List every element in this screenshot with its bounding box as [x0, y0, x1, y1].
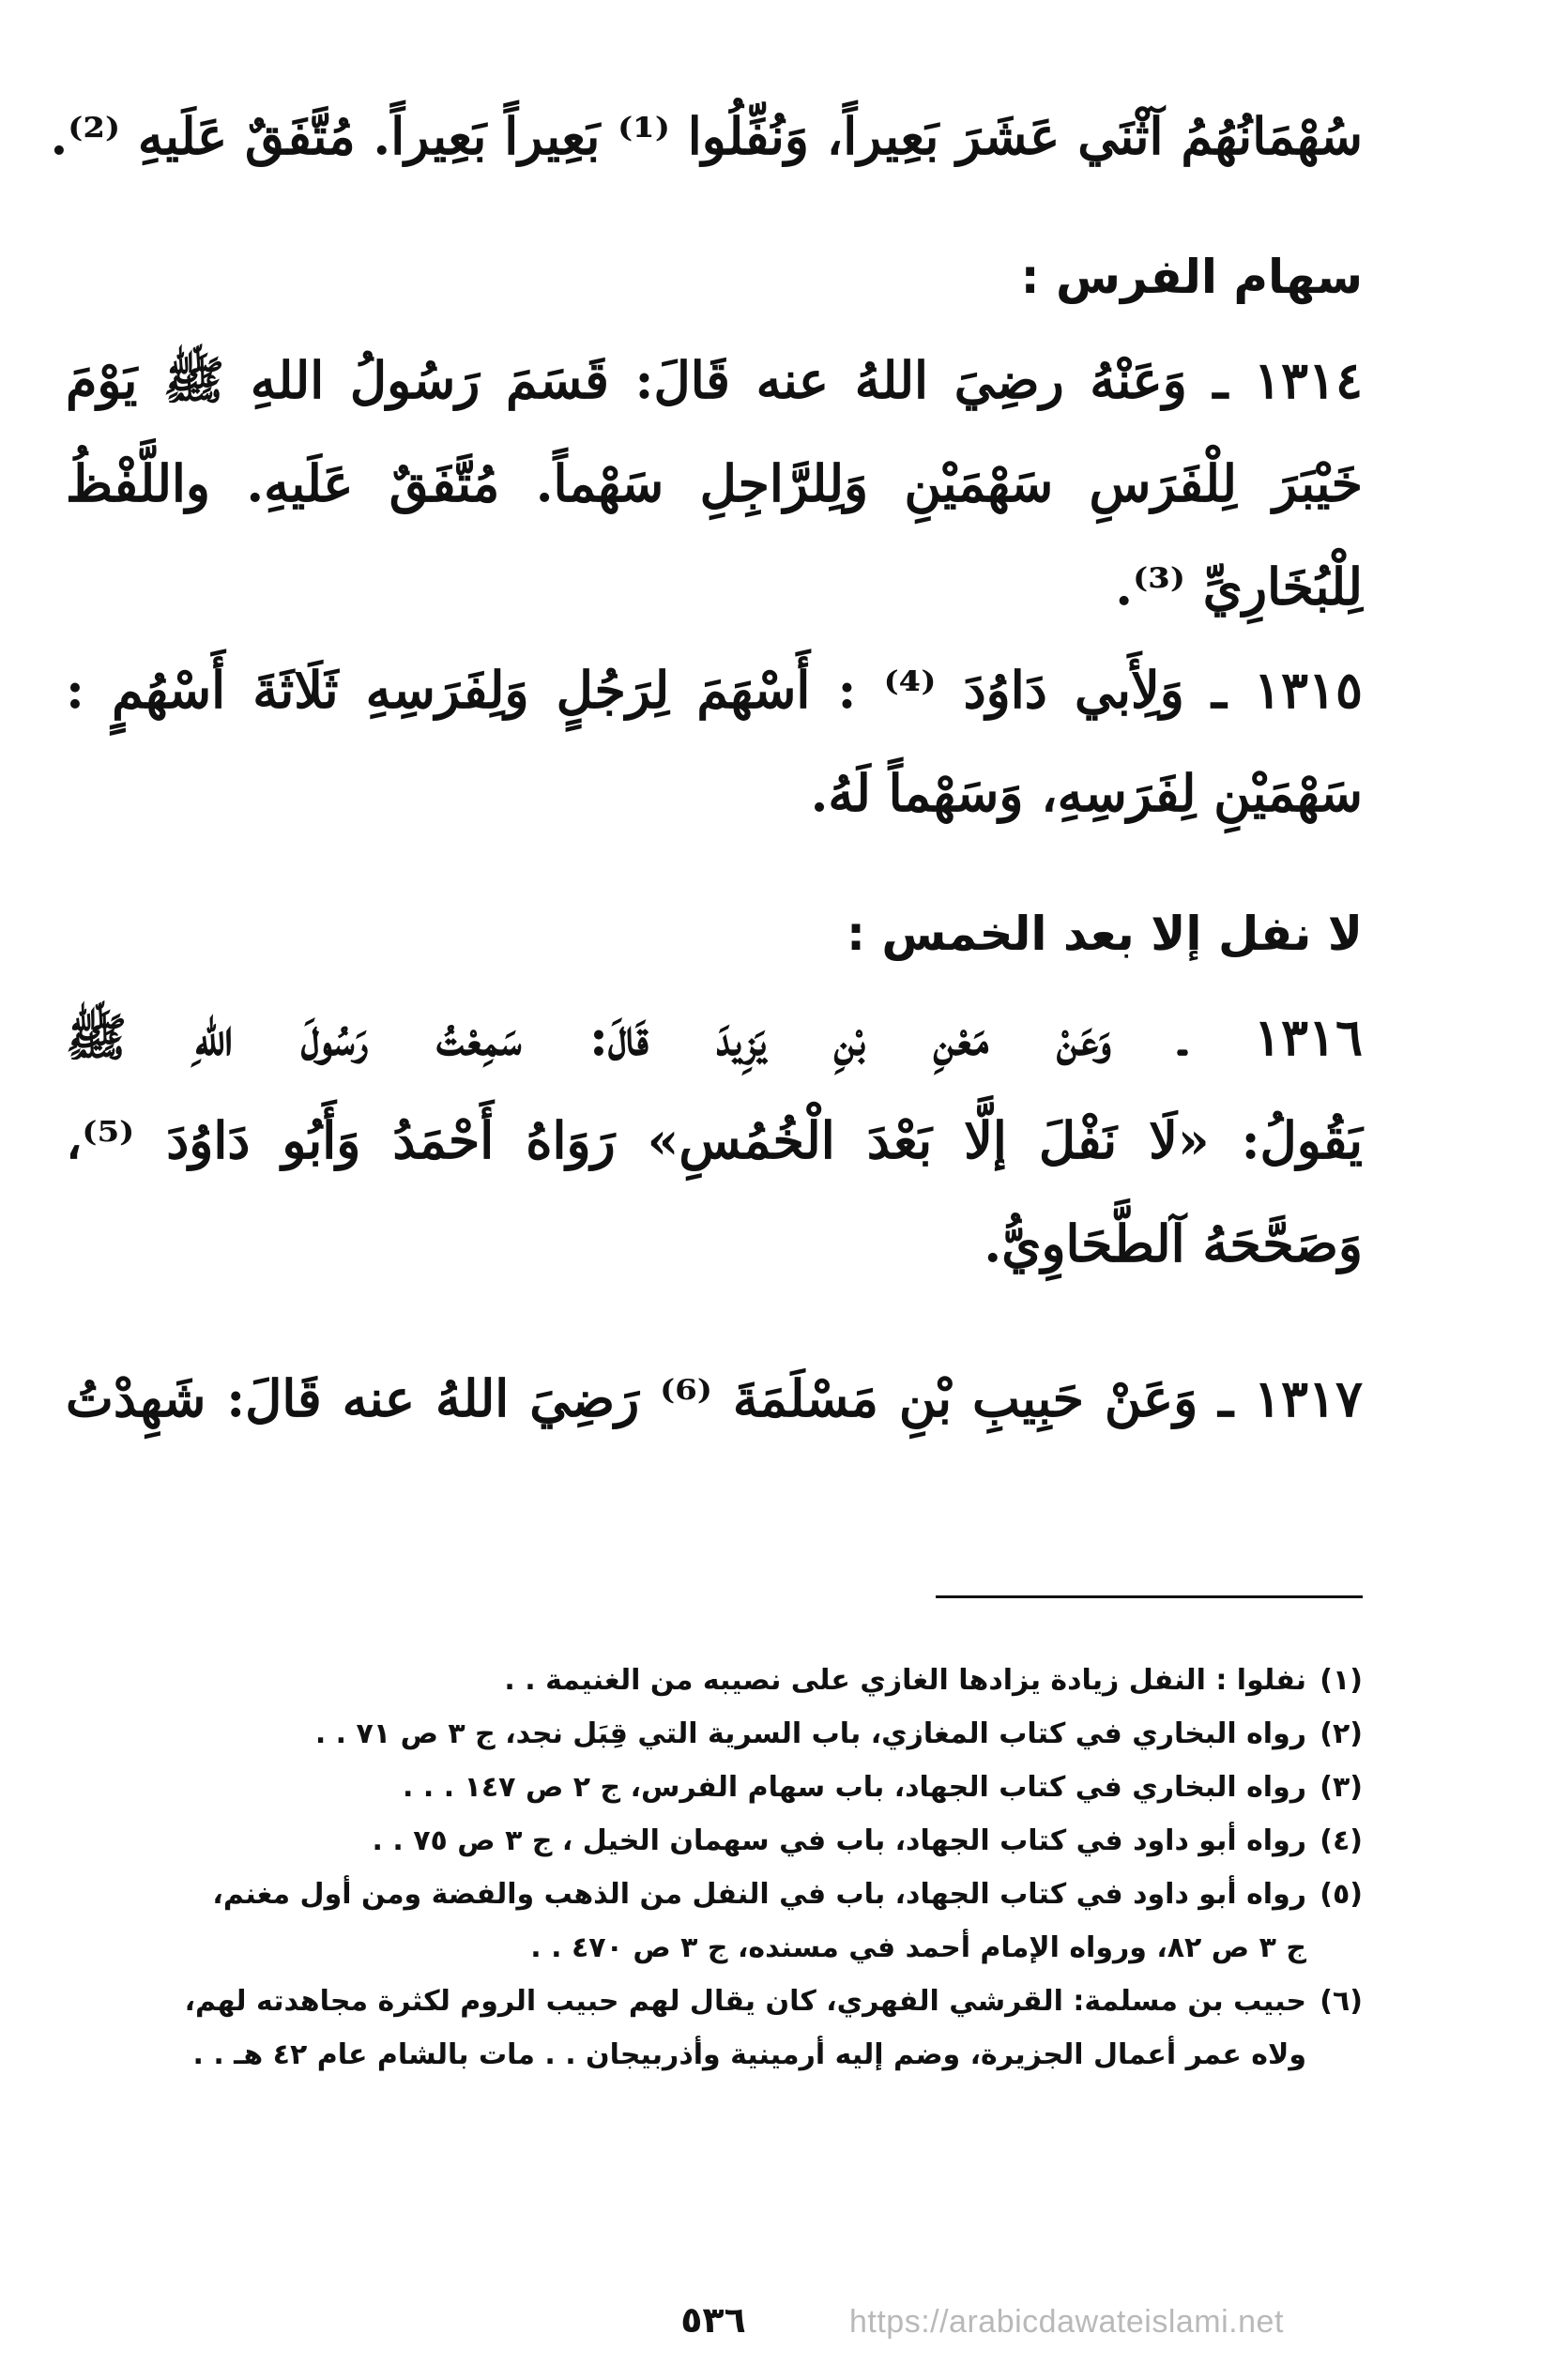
watermark-url: https://arabicdawateislami.net [849, 2304, 1284, 2340]
hadith-1316-line-1: ١٣١٦ ـ وَعَنْ مَعْنِ بْنِ يَزِيدَ قَالَ: سَمِعْتُ رَسُولَ اللهِ ﷺ [66, 1007, 1363, 1067]
section-heading-no-nafl: لا نفل إلا بعد الخمس : [846, 907, 1363, 961]
footnote [66, 1761, 1363, 1814]
footnote [66, 1868, 1363, 1921]
hadith-1315-line-1: ١٣١٥ ـ وَلِأَبي دَاوُدَ ⁽⁴⁾ : أَسْهَمَ لِرَجُلٍ وَلِفَرَسِهِ ثَلَاثَةَ أَسْهُمٍ : [66, 660, 1363, 720]
footnote-number: (١) [1320, 1664, 1363, 1697]
hadith-1314-line-3: لِلْبُخَارِيِّ ⁽³⁾. [1115, 557, 1363, 617]
footnote-text: نفلوا : النفل زيادة يزادها الغازي على نصيبه من الغنيمة . . [504, 1664, 1306, 1697]
hadith-1315-line-2: سَهْمَيْنِ لِفَرَسِهِ، وَسَهْماً لَهُ. [810, 763, 1363, 823]
footnote [66, 1814, 1363, 1868]
footnote-continuation: ولاه عمر أعمال الجزيرة، وضم إليه أرمينية وأذربيجان . . مات بالشام عام ٤٢ هـ . . [192, 2038, 1306, 2071]
footnote-continuation: ج ٣ ص ٨٢، ورواه الإمام أحمد في مسنده، ج ٣ ص ٤٧٠ . . [530, 1931, 1306, 1964]
hadith-1316-line-2: يَقُولُ: «لَا نَفْلَ إلَّا بَعْدَ الْخُمُسِ» رَوَاهُ أَحْمَدُ وَأَبُو دَاوُدَ ⁽⁵⁾، [66, 1110, 1363, 1170]
footnote [66, 1707, 1363, 1761]
section-heading-horse-shares: سهام الفرس : [1020, 250, 1363, 304]
main-text [50, 84, 1363, 1450]
footnotes [66, 1654, 1363, 2082]
footnote-text: رواه البخاري في كتاب الجهاد، باب سهام الفرس، ج ٢ ص ١٤٧ . . . [403, 1771, 1306, 1804]
hadith-1314-line-2: خَيْبَرَ لِلْفَرَسِ سَهْمَيْنِ وَلِلرَّاجِلِ سَهْماً. مُتَّفَقٌ عَلَيهِ. واللَّفْظُ [66, 453, 1363, 513]
footnote [66, 1975, 1363, 2028]
footnote-text: رواه أبو داود في كتاب الجهاد، باب في سهمان الخيل ، ج ٣ ص ٧٥ . . [372, 1824, 1306, 1857]
text-line-continuation: سُهْمَانُهُمُ آثْنَي عَشَرَ بَعِيراً، وَنُفِّلُوا ⁽¹⁾ بَعِيراً بَعِيراً. مُتَّفَقٌ عَلَيهِ ⁽²⁾. [50, 106, 1363, 166]
footnote-number: (٦) [1320, 1985, 1363, 2018]
page-number: ٥٣٦ [680, 2299, 746, 2341]
footnote-number: (٥) [1320, 1878, 1363, 1911]
hadith-1314-line-1: ١٣١٤ ـ وَعَنْهُ رضِيَ اللهُ عنه قَالَ: قَسَمَ رَسُولُ اللهِ ﷺ يَوْمَ [66, 350, 1363, 410]
hadith-1316-line-3: وَصَحَّحَهُ آلطَّحَاوِيُّ. [984, 1213, 1363, 1274]
footnote-number: (٤) [1320, 1824, 1363, 1857]
hadith-1317-line-1: ١٣١٧ ـ وَعَنْ حَبِيبِ بْنِ مَسْلَمَةَ ⁽⁶⁾ رَضِيَ اللهُ عنه قَالَ: شَهِدْتُ [66, 1368, 1363, 1428]
footnote-text: حبيب بن مسلمة: القرشي الفهري، كان يقال لهم حبيب الروم لكثرة مجاهدته لهم، [184, 1985, 1306, 2018]
footnote [66, 1654, 1363, 1707]
footnote-text: رواه البخاري في كتاب المغازي، باب السرية التي قِبَل نجد، ج ٣ ص ٧١ . . [314, 1717, 1306, 1750]
footnote-number: (٣) [1320, 1771, 1363, 1804]
footnote-text: رواه أبو داود في كتاب الجهاد، باب في النفل من الذهب والفضة ومن أول مغنم، [212, 1878, 1306, 1911]
footnote-separator [936, 1595, 1363, 1598]
footnote-number: (٢) [1320, 1717, 1363, 1750]
